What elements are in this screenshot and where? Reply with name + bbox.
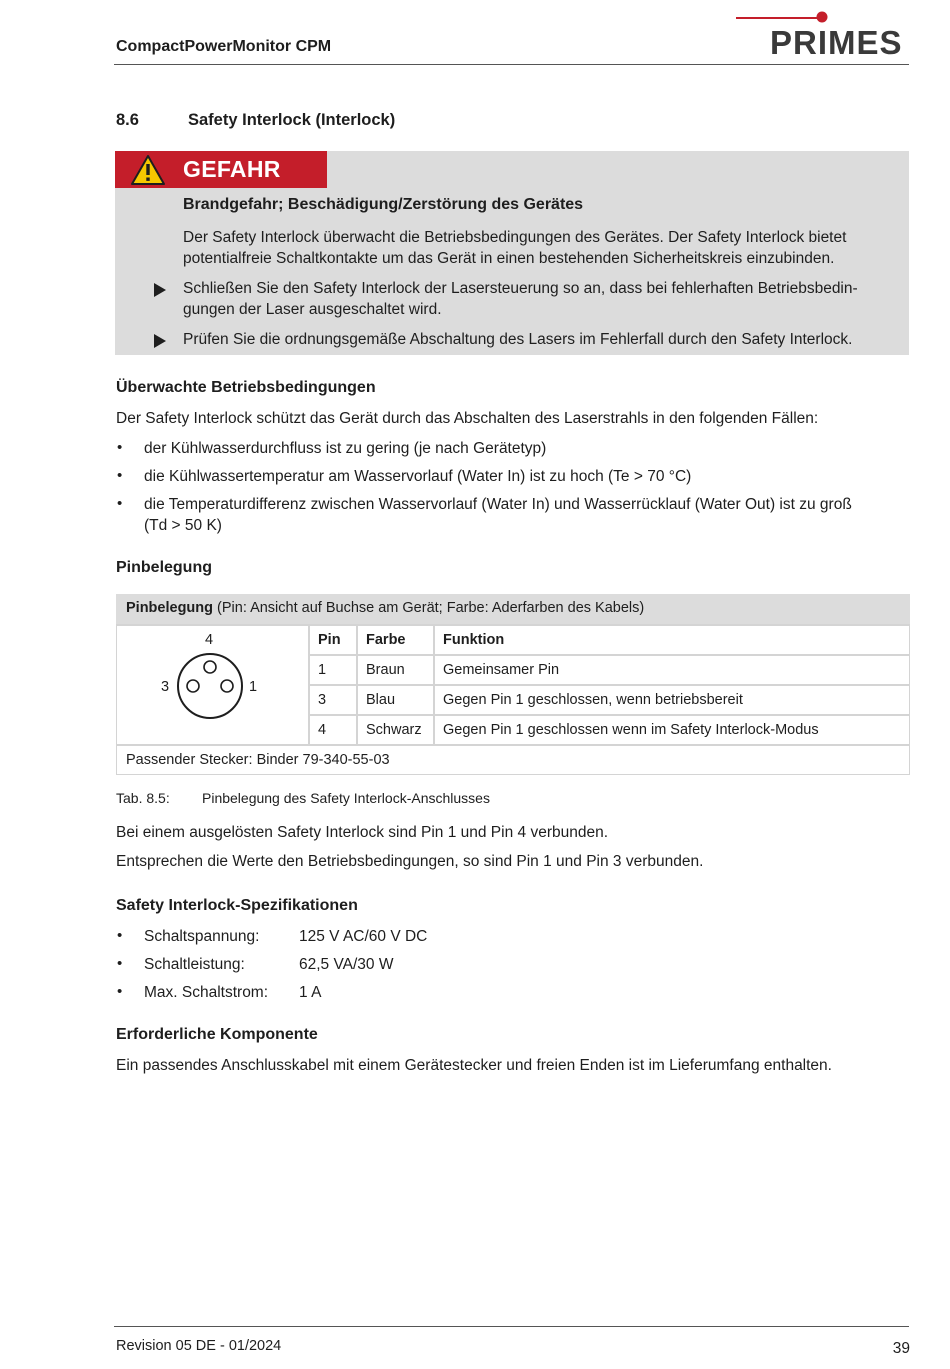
component-heading: Erforderliche Komponente xyxy=(116,1026,318,1043)
table-cell-pin: 3 xyxy=(318,692,327,708)
list-item xyxy=(144,438,899,459)
bullet-icon: • xyxy=(117,927,123,944)
component-text: Ein passendes Anschlusskabel mit einem Gerätestecker und freien Enden ist im Lieferumfang enthalten. xyxy=(116,1057,832,1074)
danger-step-line: Prüfen Sie die ordnungsgemäße Abschaltung des Lasers im Fehlerfall durch den Safety Interlock. xyxy=(183,331,853,348)
connector-label-pin1: 1 xyxy=(249,679,258,695)
primes-logo xyxy=(736,6,908,58)
danger-description xyxy=(183,227,898,269)
table-cell-pin: 1 xyxy=(318,662,327,678)
step-arrow-icon xyxy=(154,283,166,297)
table-caption-text: Pinbelegung des Safety Interlock-Anschlusses xyxy=(202,790,490,806)
spec-value: 62,5 VA/30 W xyxy=(299,956,394,973)
table-cell-farbe: Blau xyxy=(366,692,396,708)
table-cell-farbe: Braun xyxy=(366,662,405,678)
svg-text:PRIMES: PRIMES xyxy=(770,24,903,58)
bullet-icon: • xyxy=(117,983,123,1000)
header-divider xyxy=(114,64,909,65)
danger-step-line: gungen der Laser ausgeschaltet wird. xyxy=(183,301,442,318)
bullet-icon: • xyxy=(117,439,123,456)
warning-triangle-icon xyxy=(130,154,166,186)
danger-heading: Brandgefahr; Beschädigung/Zerstörung des Gerätes xyxy=(183,196,584,213)
revision-info: Revision 05 DE - 01/2024 xyxy=(116,1338,282,1354)
page-number: 39 xyxy=(892,1340,910,1357)
table-rule xyxy=(308,714,910,716)
spec-value: 1 A xyxy=(299,984,322,1001)
document-title: CompactPowerMonitor CPM xyxy=(116,38,332,55)
step-arrow-icon xyxy=(154,334,166,348)
column-header-pin: Pin xyxy=(318,632,341,648)
section-number: 8.6 xyxy=(116,111,139,129)
list-item-line: die Temperaturdifferenz zwischen Wasservorlauf (Water In) und Wasserrücklauf (Water Out) ist zu groß xyxy=(144,496,852,513)
section-title: Safety Interlock (Interlock) xyxy=(188,111,396,129)
table-cell-pin: 4 xyxy=(318,722,327,738)
footer-divider xyxy=(114,1326,909,1327)
danger-text-line: Der Safety Interlock überwacht die Betriebsbedingungen des Gerätes. Der Safety Interlock bietet xyxy=(183,229,847,246)
table-rule xyxy=(116,624,910,626)
danger-signal-word: GEFAHR xyxy=(183,156,281,182)
pinout-table-title-rest: (Pin: Ansicht auf Buchse am Gerät; Farbe: Aderfarben des Kabels) xyxy=(213,600,645,616)
spec-label: Schaltspannung: xyxy=(144,928,260,945)
table-rule xyxy=(308,684,910,686)
table-rule xyxy=(116,744,910,746)
danger-text-line: potentialfreie Schaltkontakte um das Gerät in einen bestehenden Sicherheitskreis einzubinden. xyxy=(183,250,835,267)
connector-diagram xyxy=(150,628,280,742)
danger-step xyxy=(183,278,898,320)
spec-label: Schaltleistung: xyxy=(144,956,245,973)
list-item-line: der Kühlwasserdurchfluss ist zu gering (je nach Gerätetyp) xyxy=(144,440,547,457)
list-item-line: die Kühlwassertemperatur am Wasservorlauf (Water In) ist zu hoch (Te > 70 °C) xyxy=(144,468,692,485)
pin-note: Bei einem ausgelösten Safety Interlock sind Pin 1 und Pin 4 verbunden. xyxy=(116,824,609,841)
table-cell-funktion: Gegen Pin 1 geschlossen wenn im Safety Interlock-Modus xyxy=(443,722,819,738)
table-rule xyxy=(308,654,910,656)
spec-value: 125 V AC/60 V DC xyxy=(299,928,428,945)
monitored-intro: Der Safety Interlock schützt das Gerät durch das Abschalten des Laserstrahls in den folgenden Fällen: xyxy=(116,410,819,427)
column-header-farbe: Farbe xyxy=(366,632,406,648)
pinout-table-title xyxy=(126,600,644,616)
list-item-line: (Td > 50 K) xyxy=(144,517,222,534)
spec-label: Max. Schaltstrom: xyxy=(144,984,269,1001)
table-cell-funktion: Gemeinsamer Pin xyxy=(443,662,560,678)
list-item xyxy=(144,466,899,487)
table-cell-funktion: Gegen Pin 1 geschlossen, wenn betriebsbereit xyxy=(443,692,743,708)
plug-note: Passender Stecker: Binder 79-340-55-03 xyxy=(126,752,390,768)
danger-step-line: Schließen Sie den Safety Interlock der Lasersteuerung so an, dass bei fehlerhaften Betriebsbedin- xyxy=(183,280,858,297)
specs-heading: Safety Interlock-Spezifikationen xyxy=(116,897,358,914)
column-header-funktion: Funktion xyxy=(443,632,505,648)
connector-label-pin4: 4 xyxy=(205,632,214,648)
pinout-heading: Pinbelegung xyxy=(116,559,212,576)
list-item xyxy=(144,494,899,536)
danger-step xyxy=(183,329,898,350)
pinout-table-title-bold: Pinbelegung xyxy=(126,600,213,616)
table-cell-farbe: Schwarz xyxy=(366,722,422,738)
bullet-icon: • xyxy=(117,495,123,512)
connector-label-pin3: 3 xyxy=(161,679,170,695)
bullet-icon: • xyxy=(117,955,123,972)
table-caption-label: Tab. 8.5: xyxy=(116,790,170,806)
monitored-heading: Überwachte Betriebsbedingungen xyxy=(116,379,376,396)
pin-note: Entsprechen die Werte den Betriebsbedingungen, so sind Pin 1 und Pin 3 verbunden. xyxy=(116,853,704,870)
bullet-icon: • xyxy=(117,467,123,484)
